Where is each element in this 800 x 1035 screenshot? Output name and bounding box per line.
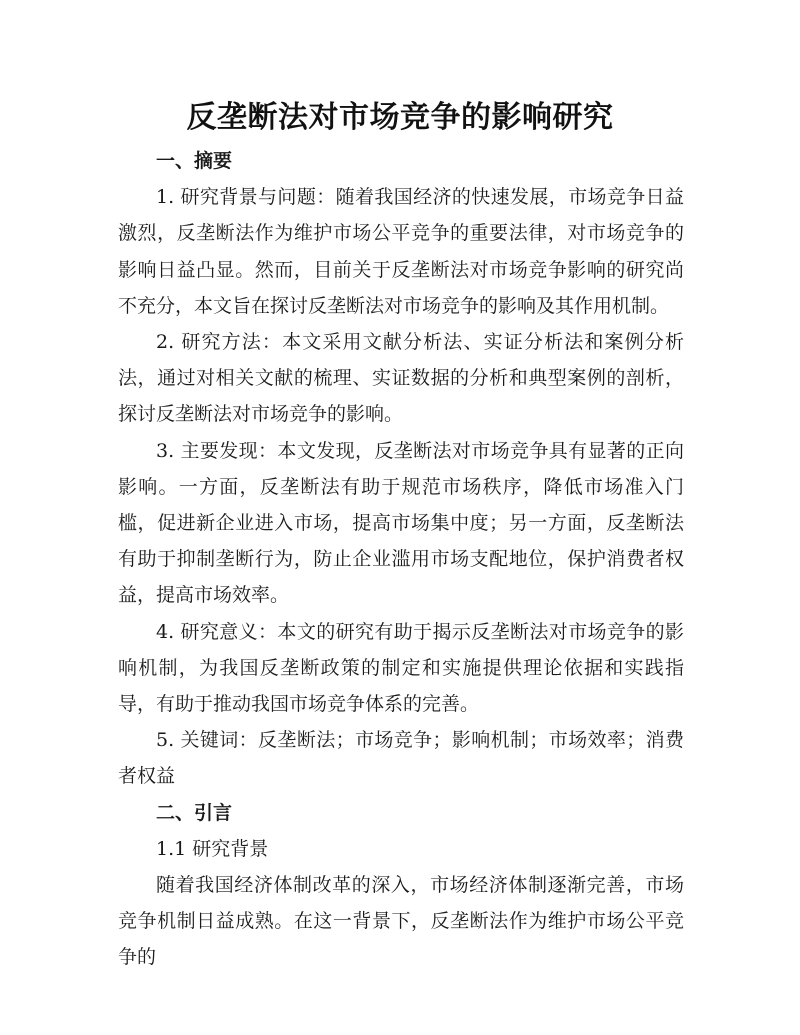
section-heading: 二、引言 — [156, 801, 233, 824]
paragraph: 5. 关键词：反垄断法；市场竞争；影响机制；市场效率；消费者权益 — [118, 729, 684, 788]
section-abstract — [118, 143, 684, 795]
paragraph: 2. 研究方法：本文采用文献分析法、实证分析法和案例分析法，通过对相关文献的梳理、实证数据的分析和典型案例的剖析，探讨反垄断法对市场竞争的影响。 — [118, 331, 684, 426]
section-heading: 一、摘要 — [156, 150, 233, 172]
paragraph: 3. 主要发现：本文发现，反垄断法对市场竞争具有显著的正向影响。一方面，反垄断法有助于规范市场秩序，降低市场准入门槛，促进新企业进入市场，提高市场集中度；另一方面，反垄断法有助于抑制垄断行为，防止企业滥用市场支配地位，保护消费者权益，提高市场效率。 — [118, 439, 684, 607]
subsection-heading: 1.1 研究背景 — [156, 837, 269, 860]
paragraph: 4. 研究意义：本文的研究有助于揭示反垄断法对市场竞争的影响机制，为我国反垄断政策的制定和实施提供理论依据和实践指导，有助于推动我国市场竞争体系的完善。 — [118, 620, 684, 716]
document-body — [118, 143, 684, 976]
section-introduction — [118, 795, 684, 976]
paragraph: 随着我国经济体制改革的深入，市场经济体制逐渐完善，市场竞争机制日益成熟。在这一背景下，反垄断法作为维护市场公平竞争的 — [118, 874, 684, 969]
paragraph: 1. 研究背景与问题：随着我国经济的快速发展，市场竞争日益激烈，反垄断法作为维护市场公平竞争的重要法律，对市场竞争的影响日益凸显。然而，目前关于反垄断法对市场竞争影响的研究尚不充分，本文旨在探讨反垄断法对市场竞争的影响及其作用机制。 — [118, 186, 684, 317]
document-title: 反垄断法对市场竞争的影响研究 — [186, 100, 614, 135]
